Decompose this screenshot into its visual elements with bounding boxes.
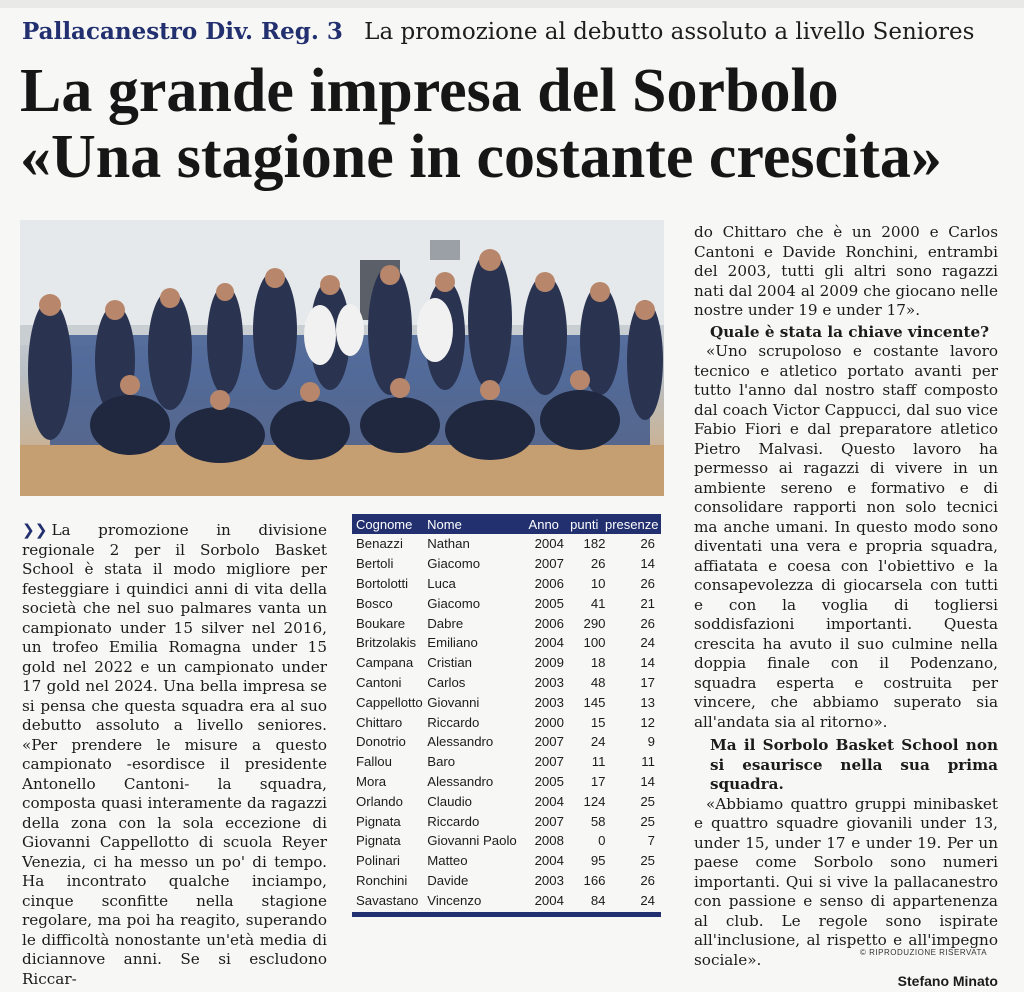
top-rule (0, 0, 1024, 8)
cell-cognome: Campana (356, 655, 414, 671)
cell-anno: 2007 (534, 754, 564, 770)
table-row (352, 732, 661, 752)
headline (20, 58, 1010, 190)
table-row (352, 593, 661, 613)
cell-anno: 2004 (534, 892, 564, 908)
cell-punti: 11 (591, 754, 606, 770)
cell-anno: 2007 (534, 556, 564, 572)
header-cognome: Cognome (356, 516, 413, 532)
table-row (352, 653, 661, 673)
cell-punti: 0 (598, 833, 606, 849)
cell-cognome: Orlando (356, 793, 403, 809)
table-row (352, 752, 661, 772)
article-paragraph-1: La promozione in divisione regionale 2 per il Sorbolo Basket School è stata il modo migliore per festeggiare i quindici anni di vita della società che nel suo palmares vanta un campionato under 15 silver nel 2016, un trofeo Emilia Romagna under 15 gold nel 2022 e un campionato under 17 gold nel 2024. Una bella impresa se si pensa che questa squadra era al suo debutto assoluto a livello seniores. «Per prendere le misure a questo campionato -esordisce il presidente Antonello Cantoni- la squadra, composta quasi interamente da ragazzi della zona con la sola eccezione di Giovanni Cappellotto di scuola Reyer Venezia, ci ha messo un po' di tempo. Ha incontrato qualche inciampo, cinque sconfitte nella stagione regolare, ma poi ha reagito, superando le difficoltà nonostante un'età media di diciannove anni. Se si escludono Riccar- (22, 521, 327, 988)
kicker (22, 18, 974, 45)
cell-punti: 15 (590, 714, 606, 730)
header-presenze: presenze (605, 516, 659, 532)
interview-question-2: Ma il Sorbolo Basket School non si esaurisce nella sua prima squadra. (710, 736, 998, 793)
cell-anno: 2004 (534, 853, 564, 869)
cell-punti: 48 (590, 674, 606, 690)
table-row (352, 871, 661, 891)
kicker-subtitle: La promozione al debutto assoluto a livello Seniores (364, 19, 975, 45)
player-stats-table (352, 514, 661, 917)
cell-punti: 24 (590, 734, 606, 750)
cell-anno: 2005 (534, 595, 564, 611)
cell-punti: 18 (590, 655, 606, 671)
cell-punti: 17 (590, 773, 606, 789)
cell-anno: 2005 (534, 773, 564, 789)
cell-anno: 2004 (534, 635, 564, 651)
paragraph-marker-icon: ❯❯ (22, 521, 48, 539)
cell-nome: Luca (427, 575, 456, 591)
article-column-2 (694, 223, 998, 992)
author-byline: Stefano Minato (897, 973, 998, 989)
table-row (352, 712, 661, 732)
cell-cognome: Mora (356, 773, 387, 789)
cell-presenze: 21 (640, 595, 655, 611)
cell-punti: 124 (583, 793, 606, 809)
cell-nome: Alessandro (427, 773, 494, 789)
cell-nome: Nathan (427, 536, 470, 552)
cell-cognome: Ronchini (356, 872, 408, 888)
table-row (352, 831, 661, 851)
headline-line-1: La grande impresa del Sorbolo (20, 57, 839, 125)
table-row (352, 574, 661, 594)
table-row (352, 613, 661, 633)
cell-anno: 2004 (534, 536, 564, 552)
cell-punti: 41 (590, 595, 606, 611)
cell-presenze: 26 (640, 536, 655, 552)
cell-cognome: Savastano (356, 892, 419, 908)
cell-nome: Emiliano (427, 635, 478, 651)
cell-presenze: 17 (640, 674, 655, 690)
cell-presenze: 9 (647, 734, 655, 750)
cell-cognome: Bosco (356, 595, 393, 611)
cell-nome: Claudio (427, 793, 473, 809)
table-row (352, 811, 661, 831)
team-photo-illustration (20, 220, 664, 496)
cell-presenze: 13 (640, 694, 655, 710)
cell-nome: Cristian (427, 655, 472, 671)
cell-presenze: 24 (640, 892, 655, 908)
cell-punti: 290 (583, 615, 606, 631)
cell-nome: Riccardo (427, 813, 480, 829)
cell-nome: Carlos (427, 674, 466, 690)
cell-presenze: 26 (640, 615, 655, 631)
cell-cognome: Pignata (356, 813, 401, 829)
cell-nome: Vincenzo (427, 892, 482, 908)
cell-punti: 26 (590, 556, 606, 572)
cell-nome: Giovanni (427, 694, 480, 710)
cell-cognome: Britzolakis (356, 635, 417, 651)
cell-anno: 2006 (534, 575, 564, 591)
cell-cognome: Fallou (356, 754, 392, 770)
cell-cognome: Cappellotto (356, 694, 423, 710)
cell-nome: Baro (427, 754, 456, 770)
cell-cognome: Boukare (356, 615, 406, 631)
cell-presenze: 25 (640, 853, 655, 869)
cell-punti: 166 (583, 872, 606, 888)
header-nome: Nome (427, 516, 462, 532)
section-label: Pallacanestro Div. Reg. 3 (22, 18, 343, 45)
cell-punti: 182 (583, 536, 606, 552)
cell-anno: 2000 (534, 714, 564, 730)
cell-anno: 2004 (534, 793, 564, 809)
copyright-notice: © RIPRODUZIONE RISERVATA (860, 948, 988, 957)
article-paragraph-4: «Abbiamo quattro gruppi minibasket e quattro squadre giovanili under 13, under 15, under 17 e under 19. Per un paese come Sorbolo sono numeri importanti. Qui si vive la pallacanestro con passione e senso di appartenenza al club. Le regole sono ispirate all'inclusione, al rispetto e all'impegno sociale». (694, 794, 998, 969)
cell-presenze: 26 (640, 872, 655, 888)
table-row (352, 633, 661, 653)
table-row (352, 673, 661, 693)
headline-line-2: «Una stagione in costante crescita» (20, 123, 942, 191)
cell-presenze: 12 (640, 714, 655, 730)
cell-anno: 2008 (534, 833, 564, 849)
cell-nome: Davide (427, 872, 469, 888)
cell-anno: 2009 (534, 655, 564, 671)
interview-question-1: Quale è stata la chiave vincente? (710, 322, 990, 341)
table-header (352, 514, 661, 534)
header-anno: Anno (528, 516, 559, 532)
cell-presenze: 26 (640, 575, 655, 591)
table-row (352, 554, 661, 574)
article-paragraph-3: «Uno scrupoloso e costante lavoro tecnico e atletico portato avanti per tutto l'anno dal nostro staff composto dal coach Victor Cappucci, dal suo vice Fabio Fiori e dal preparatore atletico Pietro Malvasi. Questo lavoro ha permesso ai ragazzi di vivere in un ambiente sereno e formativo e di consolidare rapporti non solo tecnici ma anche umani. In questo modo sono diventati una vera e propria squadra, affiatata e coesa con l'obiettivo e la consapevolezza di giocarsela con tutti e con la voglia di togliersi soddisfazioni importanti. Questa crescita ha avuto il suo culmine nella doppia finale con il Podenzano, squadra esperta e costruita per vincere, che abbiamo superato sia all'andata sia al ritorno». (694, 342, 998, 731)
table-body (352, 534, 661, 910)
cell-punti: 145 (583, 694, 606, 710)
table-row (352, 692, 661, 712)
cell-nome: Dabre (427, 615, 464, 631)
table-row (352, 772, 661, 792)
article-column-1 (22, 521, 327, 989)
table-row (352, 890, 661, 910)
cell-nome: Giovanni Paolo (427, 833, 517, 849)
cell-cognome: Donotrio (356, 734, 406, 750)
cell-punti: 58 (590, 813, 606, 829)
cell-nome: Riccardo (427, 714, 480, 730)
cell-nome: Giacomo (427, 556, 481, 572)
cell-anno: 2003 (534, 872, 564, 888)
cell-cognome: Polinari (356, 853, 400, 869)
table-row (352, 851, 661, 871)
cell-punti: 100 (583, 635, 606, 651)
cell-punti: 10 (590, 575, 606, 591)
cell-presenze: 14 (640, 556, 655, 572)
cell-presenze: 24 (640, 635, 655, 651)
cell-nome: Alessandro (427, 734, 494, 750)
cell-presenze: 11 (641, 754, 655, 770)
cell-punti: 95 (590, 853, 606, 869)
table-row (352, 534, 661, 554)
cell-presenze: 25 (640, 813, 655, 829)
cell-cognome: Chittaro (356, 714, 403, 730)
cell-presenze: 7 (647, 833, 655, 849)
team-photo (20, 220, 664, 496)
cell-anno: 2003 (534, 674, 564, 690)
cell-anno: 2006 (534, 615, 564, 631)
cell-punti: 84 (590, 892, 606, 908)
cell-anno: 2007 (534, 813, 564, 829)
cell-cognome: Cantoni (356, 674, 402, 690)
cell-anno: 2003 (534, 694, 564, 710)
header-punti: punti (570, 516, 599, 532)
table-row (352, 791, 661, 811)
cell-presenze: 25 (640, 793, 655, 809)
cell-nome: Matteo (427, 853, 468, 869)
cell-cognome: Bertoli (356, 556, 394, 572)
cell-anno: 2007 (534, 734, 564, 750)
table-footer-rule (352, 912, 661, 917)
cell-cognome: Bortolotti (356, 575, 409, 591)
cell-presenze: 14 (640, 655, 655, 671)
article-paragraph-2: do Chittaro che è un 2000 e Carlos Cantoni e Davide Ronchini, entrambi del 2003, tutti gli altri sono ragazzi nati dal 2004 al 2009 che giocano nelle nostre under 19 e under 17». (694, 223, 998, 319)
cell-presenze: 14 (640, 773, 655, 789)
cell-nome: Giacomo (427, 595, 481, 611)
cell-cognome: Pignata (356, 833, 401, 849)
cell-cognome: Benazzi (356, 536, 403, 552)
